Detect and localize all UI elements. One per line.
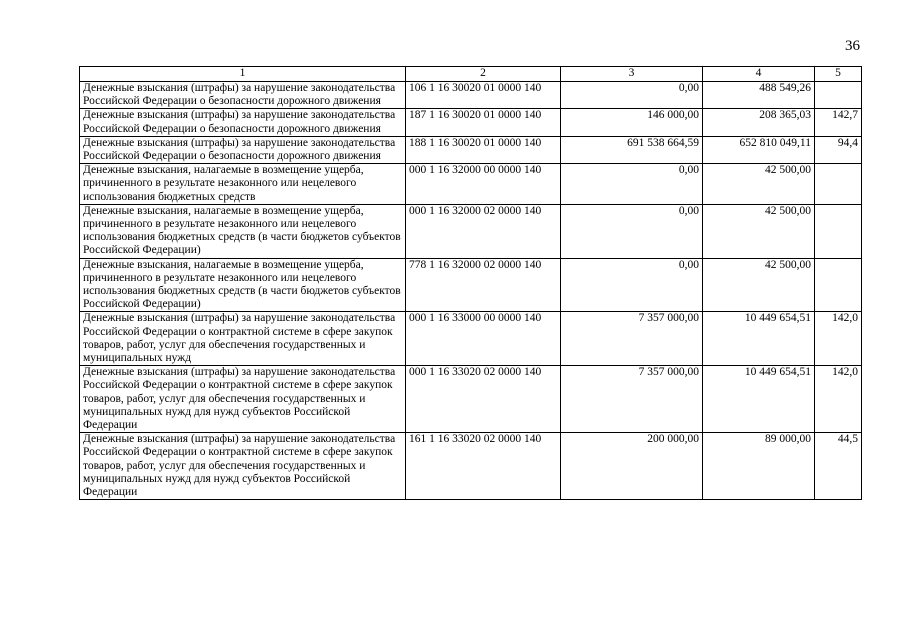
- column-header-1: 1: [80, 67, 406, 82]
- row-code: 187 1 16 30020 01 0000 140: [406, 109, 561, 136]
- row-name: Денежные взыскания (штрафы) за нарушение законодательства Российской Федерации о контрактной системе в сфере закупок товаров, работ, услуг для обеспечения государственных и муниципальных нужд: [80, 312, 406, 366]
- row-percent: 142,0: [815, 312, 862, 366]
- row-actual: 42 500,00: [703, 258, 815, 312]
- row-name: Денежные взыскания (штрафы) за нарушение законодательства Российской Федерации о безопасности дорожного движения: [80, 109, 406, 136]
- row-name: Денежные взыскания (штрафы) за нарушение законодательства Российской Федерации о контрактной системе в сфере закупок товаров, работ, услуг для обеспечения государственных и муниципальных нужд для нужд субъектов Российской Федерации: [80, 433, 406, 500]
- row-percent: 94,4: [815, 136, 862, 163]
- row-percent: [815, 82, 862, 109]
- page-number: 36: [845, 38, 860, 54]
- row-actual: 10 449 654,51: [703, 366, 815, 433]
- row-code: 106 1 16 30020 01 0000 140: [406, 82, 561, 109]
- row-code: 778 1 16 32000 02 0000 140: [406, 258, 561, 312]
- column-header-5: 5: [815, 67, 862, 82]
- row-percent: [815, 164, 862, 205]
- row-actual: 208 365,03: [703, 109, 815, 136]
- row-name: Денежные взыскания (штрафы) за нарушение законодательства Российской Федерации о контрактной системе в сфере закупок товаров, работ, услуг для обеспечения государственных и муниципальных нужд для нужд субъектов Российской Федерации: [80, 366, 406, 433]
- table-row: [80, 366, 862, 433]
- column-header-2: 2: [406, 67, 561, 82]
- row-plan: 200 000,00: [561, 433, 703, 500]
- row-code: 000 1 16 33000 00 0000 140: [406, 312, 561, 366]
- row-actual: 89 000,00: [703, 433, 815, 500]
- row-plan: 7 357 000,00: [561, 312, 703, 366]
- table-row: [80, 136, 862, 163]
- row-name: Денежные взыскания, налагаемые в возмещение ущерба, причиненного в результате незаконного или нецелевого использования бюджетных средств (в части бюджетов субъектов Российской Федерации): [80, 258, 406, 312]
- row-code: 000 1 16 32000 02 0000 140: [406, 204, 561, 258]
- table-row: [80, 433, 862, 500]
- row-actual: 652 810 049,11: [703, 136, 815, 163]
- row-percent: 142,0: [815, 366, 862, 433]
- row-plan: 691 538 664,59: [561, 136, 703, 163]
- row-percent: [815, 204, 862, 258]
- row-code: 161 1 16 33020 02 0000 140: [406, 433, 561, 500]
- revenue-table: [79, 66, 862, 500]
- row-name: Денежные взыскания (штрафы) за нарушение законодательства Российской Федерации о безопасности дорожного движения: [80, 82, 406, 109]
- row-actual: 488 549,26: [703, 82, 815, 109]
- row-actual: 42 500,00: [703, 164, 815, 205]
- table-row: [80, 109, 862, 136]
- row-actual: 42 500,00: [703, 204, 815, 258]
- row-name: Денежные взыскания, налагаемые в возмещение ущерба, причиненного в результате незаконного или нецелевого использования бюджетных средств: [80, 164, 406, 205]
- table-header-row: [80, 67, 862, 82]
- row-percent: [815, 258, 862, 312]
- table-row: [80, 82, 862, 109]
- table-row: [80, 204, 862, 258]
- row-percent: 142,7: [815, 109, 862, 136]
- column-header-4: 4: [703, 67, 815, 82]
- row-plan: 0,00: [561, 204, 703, 258]
- row-plan: 146 000,00: [561, 109, 703, 136]
- row-percent: 44,5: [815, 433, 862, 500]
- row-code: 000 1 16 33020 02 0000 140: [406, 366, 561, 433]
- column-header-3: 3: [561, 67, 703, 82]
- row-plan: 0,00: [561, 164, 703, 205]
- row-plan: 0,00: [561, 258, 703, 312]
- row-code: 188 1 16 30020 01 0000 140: [406, 136, 561, 163]
- row-name: Денежные взыскания, налагаемые в возмещение ущерба, причиненного в результате незаконного или нецелевого использования бюджетных средств (в части бюджетов субъектов Российской Федерации): [80, 204, 406, 258]
- row-plan: 7 357 000,00: [561, 366, 703, 433]
- row-actual: 10 449 654,51: [703, 312, 815, 366]
- row-code: 000 1 16 32000 00 0000 140: [406, 164, 561, 205]
- row-plan: 0,00: [561, 82, 703, 109]
- row-name: Денежные взыскания (штрафы) за нарушение законодательства Российской Федерации о безопасности дорожного движения: [80, 136, 406, 163]
- table-row: [80, 312, 862, 366]
- table-row: [80, 258, 862, 312]
- table-row: [80, 164, 862, 205]
